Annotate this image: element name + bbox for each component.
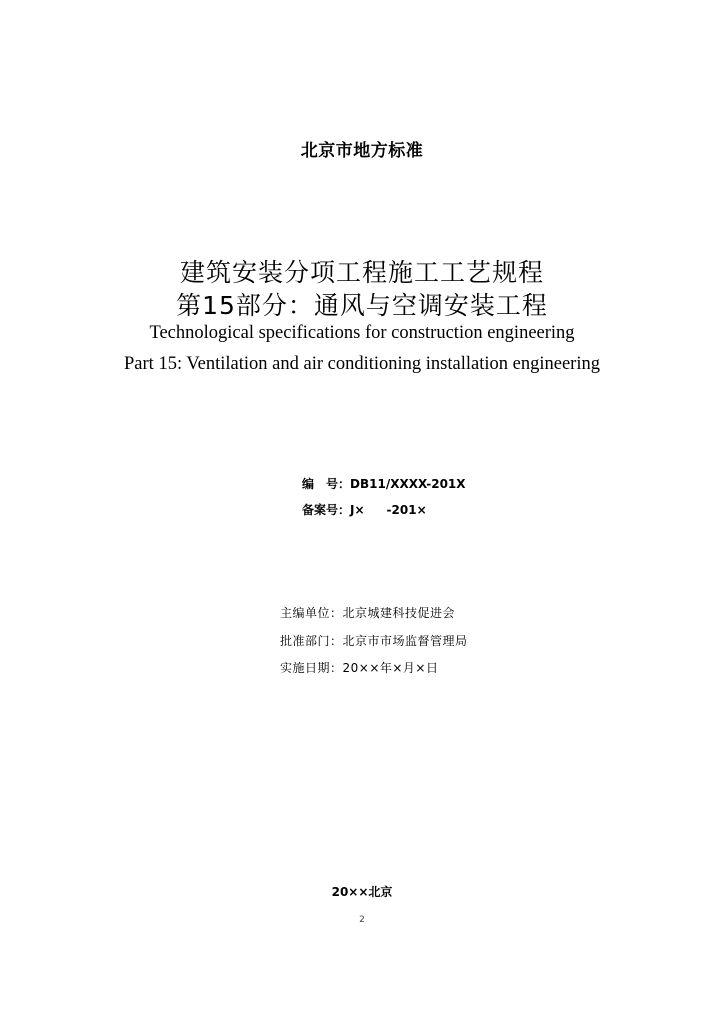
- title-en-line2: Part 15: Ventilation and air conditioning installation engineering: [124, 354, 600, 374]
- publication-footer: 20××北京: [331, 885, 393, 899]
- title-cn-line2: 第15部分：通风与空调安装工程: [176, 291, 548, 320]
- title-en-line1: Technological specifications for construction engineering: [149, 323, 575, 343]
- standard-code-label: 编 号：: [302, 477, 351, 491]
- chief-editor-unit: 主编单位：北京城建科技促进会: [280, 606, 456, 620]
- implementation-date: 实施日期：20××年×月×日: [280, 661, 439, 675]
- title-cn-line1: 建筑安装分项工程施工工艺规程: [179, 258, 544, 287]
- record-number-value-b: -201×: [386, 503, 427, 517]
- record-number-label: 备案号：: [302, 503, 351, 517]
- record-number: [302, 501, 427, 518]
- approval-department: 批准部门：北京市市场监督管理局: [280, 634, 468, 648]
- record-number-value-a: J×: [350, 503, 365, 517]
- standard-code: [302, 475, 466, 492]
- standard-code-value: DB11/XXXX-201X: [350, 477, 466, 491]
- page-number: 2: [359, 915, 365, 925]
- document-category: 北京市地方标准: [300, 141, 424, 161]
